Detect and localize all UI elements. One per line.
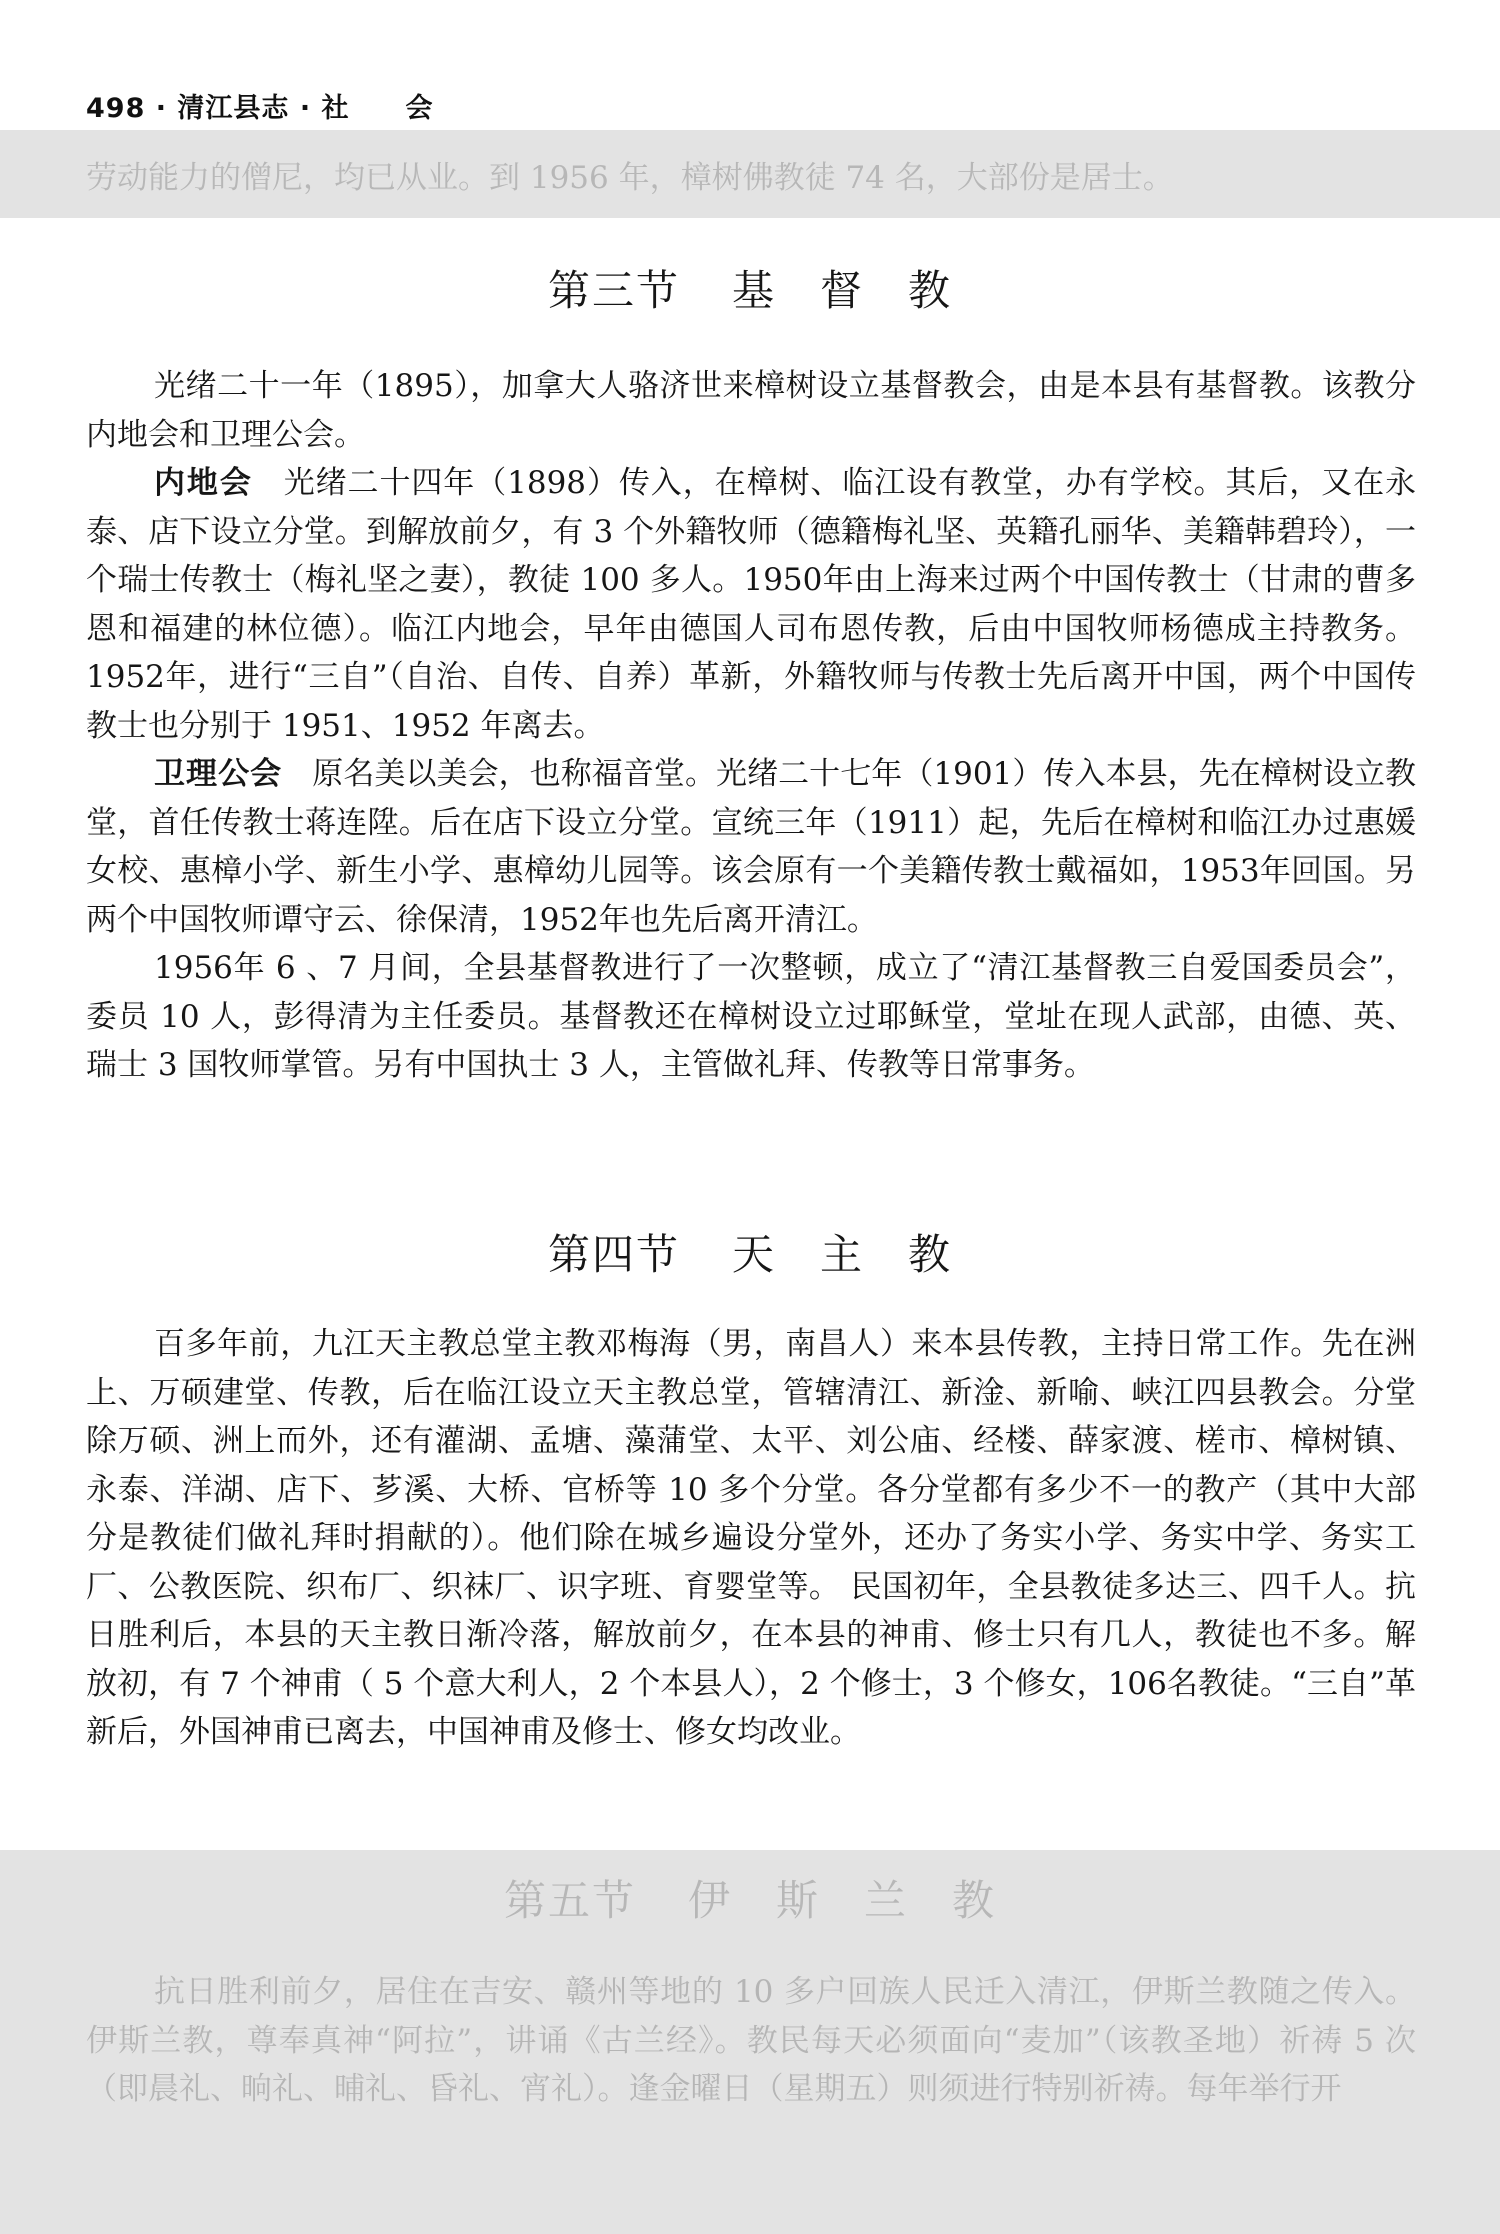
paragraph: 抗日胜利前夕，居住在吉安、赣州等地的 10 多户回族人民迁入清江，伊斯兰教随之传入。伊斯兰教，尊奉真神“阿拉”，讲诵《古兰经》。教民每天必须面向“麦加”（该教圣地）祈祷 5 次（即晨礼、晌礼、晡礼、昏礼、宵礼）。逢金曜日（星期五）则须进行特别祈祷。每年举行开 [86, 1974, 1416, 2107]
section-name: 天 主 教 [732, 1230, 953, 1279]
paragraph-lead: 卫理公会 [154, 756, 283, 792]
running-head: 498 · 清江县志 · 社 会 [86, 93, 434, 124]
section-body-christianity [86, 362, 1416, 1090]
section-number: 第四节 [547, 1230, 680, 1279]
section-number: 第三节 [547, 266, 680, 315]
paragraph: 光绪二十一年（1895），加拿大人骆济世来樟树设立基督教会，由是本县有基督教。该教分内地会和卫理公会。 [86, 368, 1416, 453]
paragraph: 1956年 6 、7 月间，全县基督教进行了一次整顿，成立了“清江基督教三自爱国委员会”，委员 10 人，彭得清为主任委员。基督教还在樟树设立过耶稣堂，堂址在现人武部，由德、英、瑞士 3 国牧师掌管。另有中国执士 3 人，主管做礼拜、传教等日常事务。 [86, 950, 1416, 1083]
section-title-islam [0, 1868, 1500, 1928]
paragraph-methodist [86, 750, 1416, 944]
paragraph-inland-mission [86, 459, 1416, 750]
paragraph-text: 原名美以美会，也称福音堂。光绪二十七年（1901）传入本县，先在樟树设立教堂，首任传教士蒋连陞。后在店下设立分堂。宣统三年（1911）起，先后在樟树和临江办过惠媛女校、惠樟小学、新生小学、惠樟幼儿园等。该会原有一个美籍传教士戴福如，1953年回国。另两个中国牧师谭守云、徐保清，1952年也先后离开清江。 [86, 756, 1417, 938]
section-title-christianity [0, 258, 1500, 318]
section-name: 伊 斯 兰 教 [688, 1876, 997, 1925]
faded-top-band [0, 130, 1500, 218]
paragraph: 百多年前，九江天主教总堂主教邓梅海（男，南昌人）来本县传教，主持日常工作。先在洲上、万硕建堂、传教，后在临江设立天主教总堂，管辖清江、新淦、新喻、峡江四县教会。分堂除万硕、洲上而外，还有灌湖、孟塘、藻蒲堂、太平、刘公庙、经楼、薛家渡、槎市、樟树镇、永泰、洋湖、店下、芗溪、大桥、官桥等 10 多个分堂。各分堂都有多少不一的教产（其中大部分是教徒们做礼拜时捐献的）。他们除在城乡遍设分堂外，还办了务实小学、务实中学、务实工厂、公教医院、织布厂、织袜厂、识字班、育婴堂等。 民国初年，全县教徒多达三、四千人。抗日胜利后，本县的天主教日渐冷落，解放前夕，在本县的神甫、修士只有几人，教徒也不多。解放初，有 7 个神甫（ 5 个意大利人，2 个本县人），2 个修士，3 个修女，106名教徒。“三自”革新后，外国神甫已离去，中国神甫及修士、修女均改业。 [86, 1326, 1416, 1750]
paragraph-lead: 内地会 [154, 465, 253, 501]
section-body-catholicism [86, 1320, 1416, 1757]
carryover-line: 劳动能力的僧尼，均已从业。到 1956 年，樟树佛教徒 74 名，大部份是居士。 [86, 160, 1174, 196]
section-number: 第五节 [503, 1876, 636, 1925]
section-title-catholicism [0, 1222, 1500, 1282]
paragraph-text: 光绪二十四年（1898）传入，在樟树、临江设有教堂，办有学校。其后，又在永泰、店下设立分堂。到解放前夕，有 3 个外籍牧师（德籍梅礼坚、英籍孔丽华、美籍韩碧玲），一个瑞士传教士（梅礼坚之妻），教徒 100 多人。1950年由上海来过两个中国传教士（甘肃的曹多恩和福建的林位德）。临江内地会，早年由德国人司布恩传教，后由中国牧师杨德成主持教务。1952年，进行“三自”（自治、自传、自养）革新，外籍牧师与传教士先后离开中国，两个中国传教士也分别于 1951、1952 年离去。 [86, 465, 1416, 744]
section-name: 基 督 教 [732, 266, 953, 315]
section-body-islam [86, 1968, 1416, 2114]
